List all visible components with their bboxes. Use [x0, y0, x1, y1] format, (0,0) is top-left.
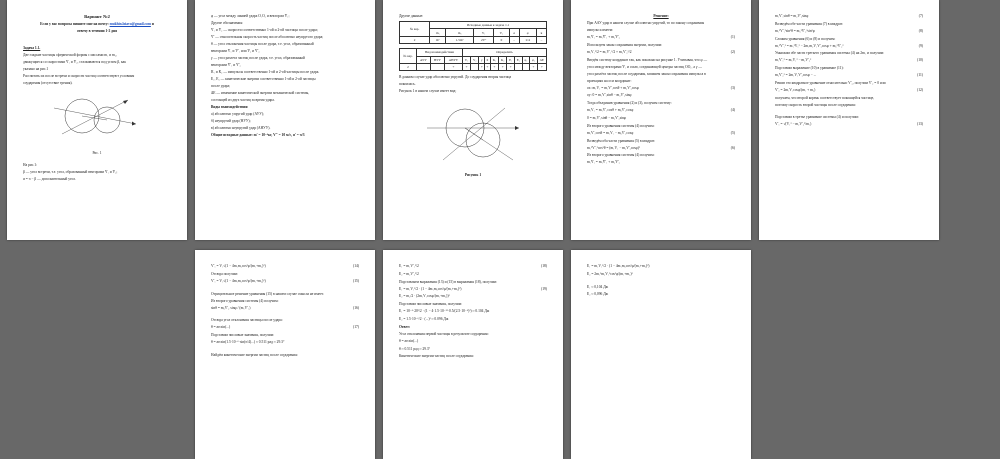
document-page-7 [383, 250, 563, 459]
equation: m₁V′₁² = m₁V₁² − m₂V′₂² (10) [775, 58, 923, 63]
document-page-6 [195, 250, 375, 459]
table-header-cell: φ₁ [522, 56, 530, 63]
equation: m₂V′₂² = 2m₁V₁V′₂cosφ − ... (11) [775, 73, 923, 78]
interaction-item: б) неупругий удар (НУУ); [211, 119, 251, 123]
input-data-table [399, 21, 547, 44]
other-data-heading: Другие данные: [399, 14, 424, 18]
task-text-line: движущиеся со скоростями V̄₁ и V̄₂, сталкиваются под углом β, как [23, 60, 126, 65]
text-line: после удара; [211, 84, 231, 88]
text-line: Введём систему координат так, как показано на рисунке 1. Учитывая, что φ — [587, 57, 708, 62]
equation: E₁ ≈ 0,104 Дж [587, 284, 609, 289]
equation: m₁V′₁cosθ = m₁V₁ − m₂V′₂cosφ (5) [587, 130, 735, 135]
equation: E₂ = 1.5·10⁻⁶/2 · (...)² ≈ 0.096 Дж [399, 316, 449, 321]
legend-line: α = π − β — дополнительный угол. [23, 177, 76, 182]
text-line: γ — угол разлета частиц после удара, т.е. угол, образованный [211, 56, 305, 60]
table-title-cell: Исходные данные к задаче 1.1 [430, 22, 547, 29]
table-cell: 2 [400, 63, 417, 70]
text-line: Другие обозначения: [211, 21, 244, 25]
table-cell: + [462, 63, 470, 70]
table-header-cell: V₁ [462, 56, 470, 63]
table-cell: + [444, 63, 462, 70]
document-page-1 [7, 0, 187, 240]
table-header-cell: K₂ [499, 56, 507, 63]
text-line: получаем, что второй корень соответствует покоящейся частице, [775, 95, 875, 100]
equation: V′₁ = V₁√(1 − 4m₁m₂cos²φ/(m₁+m₂)²) (14) [211, 264, 359, 268]
collision-figure-2 [423, 98, 523, 170]
text-line: В данном случае удар абсолютно упругий. До соударения вторая частица [399, 75, 512, 80]
text-line: Отсюда угол отклонения частицы после удара: [211, 318, 283, 323]
text-line: Подставляем выражения (13) и (15) в выражения (18), получим: [399, 279, 497, 284]
equation: m₁V₁ = m₁V′₁cosθ + m₂V′₂cosφ (4) [587, 108, 735, 113]
equation: 0 = m₁V′₁sinθ − m₂V′₂sinφ [587, 115, 626, 120]
text-line: Ē₁, Ē₂ — кинетические энергии соответственно 1-ой и 2-ой частицы [211, 77, 316, 81]
equation: E₁ = m₁V₁²/2 · (1 − 4m₁m₂cos²φ/(m₁+m₂)²) (19) [399, 286, 547, 291]
table-header-cell: НУУ [430, 56, 444, 63]
equation: V′₁ = √(V₁² − m₂V′₂²/m₁) (13) [775, 121, 923, 126]
text-line: покоилась. [399, 82, 416, 87]
table-header-cell: E₂ [515, 56, 523, 63]
task-text-line: Рассчитать их после встречи и скорости частиц соответствуют условиям [23, 74, 135, 79]
table-header-cell: № вар. [400, 49, 417, 64]
equation: m₁V′₁sinθ = m₂V′₂sinφ (7) [775, 14, 923, 18]
text-line: Рисунок 1 в нашем случае имеет вид: [399, 89, 457, 94]
table-cell: + [480, 65, 483, 70]
table-cell: π/4 [519, 36, 536, 43]
text-line: Сложим уравнения (6) и (8) и получим: [775, 36, 836, 41]
variant-title: Вариант №2 [84, 14, 110, 19]
text-line: Умножим обе части третьего уравнения системы (4) на 2m₁ и получим: [775, 51, 885, 56]
task-text-line: соударения (отсутствие трения). [23, 81, 73, 86]
text-line: При ААУ удар в нашем случае абсолютно упругий, то по закону сохранения [587, 21, 705, 25]
table-cell: 0 [494, 36, 509, 43]
table-cell [515, 63, 523, 70]
table-header-cell: γ [479, 56, 485, 63]
figure-caption: Рисунок 1 [464, 173, 482, 178]
table-header-cell: m₁ [430, 29, 446, 36]
text-line: Используем закон сохранения энергии, получим: [587, 42, 663, 47]
equation: m₁²V′₁² = m₁²V₁² − 2m₁m₂V₁V′₂cosφ + m₂²V′₂² (9) [775, 43, 923, 48]
equation: θ = arcsin(1.5·10⁻⁶·sin(π/4)...) ≈ 0.511 рад ≈ 29.3° [211, 340, 285, 345]
equation: θ = arcsin(...) (17) [211, 325, 359, 330]
table-cell: + [507, 63, 515, 70]
equation: m₁V₁²/2 = m₁V′₁²/2 + m₂V′₂²/2 (2) [587, 49, 735, 54]
table-header-cell: АУУ [417, 56, 431, 63]
text-line: Подставим числовые значения, получим: [399, 302, 462, 307]
email-link[interactable]: mukhin.loiavo@gmail.com [109, 22, 151, 27]
table-header-cell: K₁ [490, 56, 498, 63]
table-cell [430, 63, 444, 70]
text-line: Тогда объединив уравнения (2) и (3), получим систему: [587, 101, 672, 106]
collision-figure [52, 90, 142, 148]
equation: V′₁ = V₁√(1 − 4m₁m₂cos²φ/(m₁+m₂)²) (15) [211, 278, 359, 283]
table-row [400, 63, 547, 70]
text-line: Решив это квадратное уравнение относительно V′₂, получим V′₂ = 0 или [775, 80, 886, 85]
equation: m₁V̄₁ = m₁V̄′₁ + m₂V̄′₂ (1) [587, 35, 735, 39]
table-cell: + [499, 63, 507, 70]
equation: E₁ = m₁V′₁²/2 (18) [399, 264, 547, 268]
equation: E₂ = m₂/2 · (2m₁V₁cosφ/(m₁+m₂))² [399, 294, 450, 299]
equation: E₁ = m₁V₁²/2 · (1 − 4m₁m₂cos²φ/(m₁+m₂)²) [587, 264, 650, 268]
table-group-header: Определить [462, 49, 546, 56]
legend-line: β — угол встречи, т.е. угол, образованный векторами V̄₁ и V̄₂; [23, 170, 118, 175]
table-cell [522, 63, 530, 70]
table-cell: + [530, 63, 538, 70]
text-line: K̄₁ и K̄₂ — импульсы соответственно 1-ой и 2-ой частицы после удара. [211, 70, 320, 74]
interaction-item: а) абсолютно упругий удар (АУУ); [211, 112, 265, 116]
equation: m₁²V′₁²sin²θ = m₂²V′₂²sin²φ (8) [775, 28, 923, 33]
interaction-item: в) абсолютно неупругий удар (АНУУ). [211, 126, 271, 130]
table-cell: 2 [400, 36, 430, 43]
document-page-4 [571, 0, 751, 240]
document-page-8 [571, 250, 751, 459]
equation: sinθ = m₂V′₂ sinφ / (m₁V′₁) (16) [211, 305, 359, 310]
text-line: φ — угол между линией удара O₁O₂ и вектором V̄₁; [211, 14, 290, 18]
text-line: m₁V̄₁ = m₁V̄′₁ + m₂V̄′₂ [587, 160, 620, 165]
table-row [400, 36, 547, 43]
contact-line [23, 22, 171, 27]
table-header-cell: № вар. [400, 22, 430, 37]
equation: θ = arcsin(...) [399, 338, 419, 343]
legend-line: На рис.1: [23, 163, 38, 168]
equation: ox: m₁V₁ = m₁V′₁cosθ + m₂V′₂cosφ (3) [587, 85, 735, 90]
text-line: Из второго уравнения системы (4) получим: [211, 298, 279, 303]
text-line: θ — угол отклонения частицы после удара, т.е. угол, образованный [211, 42, 314, 46]
text-line: Подставим числовые значения, получим: [211, 333, 274, 338]
equation: θ ≈ 0.511 рад ≈ 29.3° [399, 346, 431, 351]
text-line: Из второго уравнения системы (4) получим: [587, 123, 655, 128]
table-cell [417, 63, 431, 70]
table-cell: – [536, 36, 546, 43]
table-cell: + [486, 65, 489, 70]
contact-prefix: Если у вас вопросы пишите мне на почту: [40, 22, 109, 27]
given-data: Общие исходные данные: m′ = 10⁻⁶кг, V″ = 10 м/с, α′ = π/3 [211, 133, 305, 137]
text-line: угол разлёта частиц после соударения, запишем закон сохранения импульса в [587, 71, 706, 76]
text-line: V̄₁ и V̄₂ — скорости соответственно 1-ой и 2-ой частицы после удара; [211, 28, 318, 32]
table-header-cell: ΔE [537, 56, 546, 63]
table-cell: – [509, 36, 519, 43]
text-line: Кинетические энергии частиц после соударения: [399, 354, 474, 359]
document-page-2 [195, 0, 375, 240]
figure-caption: Рис. 1 [92, 151, 102, 156]
table-cell: + [537, 63, 546, 70]
equation: oy: 0 = m₁V′₁sinθ − m₂V′₂sinφ [587, 93, 632, 98]
equation: E₂ ≈ 0,096 Дж [587, 292, 609, 297]
answer-heading: Ответ: [399, 324, 411, 329]
text-line: поэтому скорость второй частицы после соударения: [775, 102, 856, 107]
table-cell: 1.5m″ [446, 36, 474, 43]
table-group-header: Вид взаимодействия [417, 49, 463, 56]
contact-line-2: отвечу в течении 1-2 дня [76, 29, 118, 34]
text-line: импульса имеем: [587, 28, 613, 32]
document-page-3 [383, 0, 563, 240]
equation: E₂ = m₂V′₂²/2 [399, 271, 419, 276]
text-line: Возведём обе части уравнения (7) в квадрат: [775, 21, 844, 26]
text-line: Угол отклонения первой частицы в результате соударения: [399, 331, 489, 336]
task-type-table [399, 48, 547, 71]
text-line: Отрицательное решение уравнения (15) в нашем случае смысла не имеет. [211, 291, 324, 296]
text-line: Возведём оба части уравнения (5) в квадрат: [587, 138, 656, 143]
text-line: векторами V̄′₁ и V̄′₂ [211, 63, 241, 67]
table-header-cell: АНУУ [444, 56, 462, 63]
table-cell: m″ [430, 36, 446, 43]
text-line: угол между векторами V̄₁ и осью, соединяющей центры частиц OO₁, а γ — [587, 64, 702, 69]
interaction-heading: Виды взаимодействия: [211, 105, 249, 109]
equation: E₁ = 10⁻⁶·20²/2 · (1 − 4·1.5·10⁻¹²·0.5/(2.5·10⁻⁶)²) ≈ 0.104 Дж [399, 309, 490, 314]
text-line: состоящей из двух частиц за время удара. [211, 98, 275, 102]
table-header-cell: φ₂ [530, 56, 538, 63]
text-line: Отсюда получим: [211, 271, 238, 276]
table-header-cell: V₂ [494, 29, 509, 36]
contact-suffix: и [151, 22, 154, 27]
text-line: ΔE — изменение кинетической энергии механической системы, [211, 91, 310, 95]
table-header-cell: E₁ [507, 56, 515, 63]
task-title: Задача 1.1. [23, 46, 41, 51]
text-line: Подставим в третье уравнение системы (4) и получим: [775, 114, 859, 119]
table-header-cell: m₂ [446, 29, 474, 36]
table-header-cell: k [536, 29, 546, 36]
text-line: Из второго уравнения системы (4) получим: [587, 153, 655, 158]
table-header-cell: α [509, 29, 519, 36]
text-line: V̄′ — относительная скорость частиц после абсолютно неупругого удара; [211, 35, 324, 39]
equation: m₁²V′₁²cos²θ = (m₁V₁ − m₂V′₂cosφ)² (6) [587, 145, 735, 150]
table-header-cell: θ [485, 56, 491, 63]
equation: V′₂ = 2m₁V₁cosφ/(m₁ + m₂) (12) [775, 87, 923, 92]
task-text-line: Две гладкие частицы сферической формы с массами m₁ и m₂, [23, 53, 118, 58]
table-header-cell: V₁ [474, 29, 494, 36]
table-cell [471, 63, 479, 70]
equation: E₂ = 2m₁²m₂V₁²cos²φ/(m₁+m₂)² [587, 271, 633, 276]
table-header-cell: V₂ [471, 56, 479, 63]
document-page-5 [759, 0, 939, 240]
solution-heading: Решение: [653, 14, 669, 18]
table-header-cell: φ [519, 29, 536, 36]
text-line: векторами V̄₁ и V̄′₁ или V̄₂ и V̄′₂ [211, 49, 260, 53]
table-cell: 2V″ [474, 36, 494, 43]
text-line: Найдём кинетические энергии частиц после соударения: [211, 352, 298, 357]
table-cell: + [490, 63, 498, 70]
text-line: Подставим выражение (10) в уравнение (11): [775, 66, 844, 71]
text-line: проекциях на оси координат: [587, 78, 632, 83]
task-text-line: указано на рис.1 [23, 67, 49, 72]
